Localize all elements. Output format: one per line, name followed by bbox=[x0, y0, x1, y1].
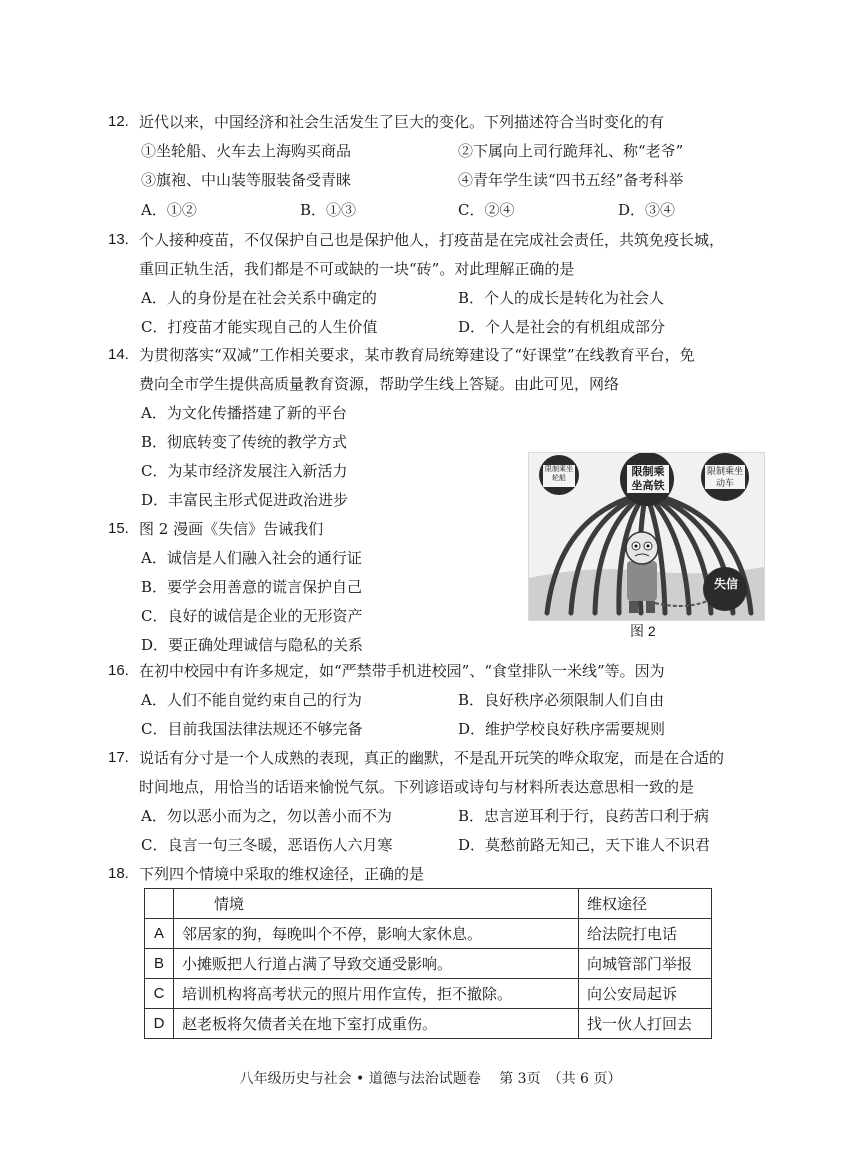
q12-item-4: ④青年学生读“四书五经”备考科举 bbox=[458, 171, 684, 189]
q16-option-b: B．良好秩序必须限制人们自由 bbox=[458, 691, 665, 709]
q16-option-a: A．人们不能自觉约束自己的行为 bbox=[141, 691, 362, 709]
q17-option-a: A．勿以恶小而为之，勿以善小而不为 bbox=[141, 807, 392, 825]
cartoon-figure bbox=[528, 452, 765, 621]
q15-option-c: C．良好的诚信是企业的无形资产 bbox=[141, 607, 363, 625]
q12-stem: 近代以来，中国经济和社会生活发生了巨大的变化。下列描述符合当时变化的有 bbox=[139, 113, 665, 131]
row-situation: 小摊贩把人行道占满了导致交通受影响。 bbox=[174, 949, 579, 979]
q16-stem: 在初中校园中有许多规定，如“严禁带手机进校园”、“食堂排队一米线”等。因为 bbox=[139, 662, 665, 680]
q14-option-c: C．为某市经济发展注入新活力 bbox=[141, 462, 348, 480]
row-situation: 赵老板将欠债者关在地下室打成重伤。 bbox=[174, 1009, 579, 1039]
table-row bbox=[145, 949, 712, 979]
q15-option-a: A．诚信是人们融入社会的通行证 bbox=[141, 549, 362, 567]
q12-option-d: D．③④ bbox=[618, 201, 676, 219]
q17-number: 17. bbox=[108, 749, 129, 766]
sign-left-label: 限制乘坐轮船 bbox=[545, 466, 573, 482]
sign-right-label: 限制乘坐动车 bbox=[706, 466, 743, 488]
q14-stem-line2: 费向全市学生提供高质量教育资源，帮助学生线上答疑。由此可见，网络 bbox=[139, 375, 620, 393]
row-letter: C bbox=[145, 979, 174, 1009]
table-header-route: 维权途径 bbox=[579, 889, 712, 919]
table-row bbox=[145, 919, 712, 949]
q12-option-c: C．②④ bbox=[458, 201, 515, 219]
q13-option-b: B．个人的成长是转化为社会人 bbox=[458, 289, 665, 307]
figure-caption: 图 2 bbox=[630, 623, 656, 639]
q16-number: 16. bbox=[108, 662, 129, 679]
q13-option-c: C．打疫苗才能实现自己的人生价值 bbox=[141, 318, 378, 336]
q13-option-d: D．个人是社会的有机组成部分 bbox=[458, 318, 666, 336]
q15-number: 15. bbox=[108, 520, 129, 537]
q16-option-d: D．维护学校良好秩序需要规则 bbox=[458, 720, 666, 738]
q12-item-1: ①坐轮船、火车去上海购买商品 bbox=[141, 142, 352, 160]
row-situation: 培训机构将高考状元的照片用作宣传，拒不撤除。 bbox=[174, 979, 579, 1009]
q14-number: 14. bbox=[108, 346, 129, 363]
q13-option-a: A．人的身份是在社会关系中确定的 bbox=[141, 289, 377, 307]
q13-stem-line1: 个人接种疫苗，不仅保护自己也是保护他人，打疫苗是在完成社会责任，共筑免疫长城， bbox=[139, 231, 725, 249]
row-letter: D bbox=[145, 1009, 174, 1039]
q17-stem-line1: 说话有分寸是一个人成熟的表现，真正的幽默，不是乱开玩笑的哗众取宠，而是在合适的 bbox=[139, 749, 725, 767]
q17-option-b: B．忠言逆耳利于行，良药苦口利于病 bbox=[458, 807, 710, 825]
q12-item-3: ③旗袍、中山装等服装备受青睐 bbox=[141, 171, 352, 189]
row-route: 找一伙人打回去 bbox=[579, 1009, 712, 1039]
table-row bbox=[145, 1009, 712, 1039]
q12-option-b: B．①③ bbox=[300, 201, 357, 219]
ball-label: 失信 bbox=[713, 577, 738, 591]
q18-stem: 下列四个情境中采取的维权途径，正确的是 bbox=[139, 865, 425, 883]
q14-stem-line1: 为贯彻落实“双减”工作相关要求，某市教育局统筹建设了“好课堂”在线教育平台，免 bbox=[139, 346, 695, 364]
q18-number: 18. bbox=[108, 865, 129, 882]
page-footer: 八年级历史与社会 • 道德与法治试题卷 第 3页 （共 6 页） bbox=[239, 1071, 622, 1087]
q17-option-c: C．良言一句三冬暖，恶语伤人六月寒 bbox=[141, 836, 393, 854]
row-letter: A bbox=[145, 919, 174, 949]
sign-center-label: 限制乘坐高铁 bbox=[631, 466, 665, 492]
q13-number: 13. bbox=[108, 231, 129, 248]
row-letter: B bbox=[145, 949, 174, 979]
q14-option-a: A．为文化传播搭建了新的平台 bbox=[141, 404, 347, 422]
row-situation: 邻居家的狗，每晚叫个不停，影响大家休息。 bbox=[174, 919, 579, 949]
q12-number: 12. bbox=[108, 113, 129, 130]
table-header-row bbox=[145, 889, 712, 919]
table-row bbox=[145, 979, 712, 1009]
q14-option-b: B．彻底转变了传统的教学方式 bbox=[141, 433, 348, 451]
person-figure bbox=[626, 532, 658, 613]
table-header-cell bbox=[145, 889, 174, 919]
q14-option-d: D．丰富民主形式促进政治进步 bbox=[141, 491, 349, 509]
row-route: 向城管部门举报 bbox=[579, 949, 712, 979]
q17-stem-line2: 时间地点，用恰当的话语来愉悦气氛。下列谚语或诗句与材料所表达意思相一致的是 bbox=[139, 778, 695, 796]
row-route: 给法院打电话 bbox=[579, 919, 712, 949]
q17-option-d: D．莫愁前路无知己，天下谁人不识君 bbox=[458, 836, 711, 854]
q13-stem-line2: 重回正轨生活，我们都是不可或缺的一块“砖”。对此理解正确的是 bbox=[139, 260, 575, 278]
q15-stem: 图 2 漫画《失信》告诫我们 bbox=[139, 520, 324, 538]
q15-option-d: D．要正确处理诚信与隐私的关系 bbox=[141, 636, 364, 654]
q12-item-2: ②下属向上司行跪拜礼、称“老爷” bbox=[458, 142, 684, 160]
q16-option-c: C．目前我国法律法规还不够完备 bbox=[141, 720, 363, 738]
rights-table bbox=[144, 888, 712, 1039]
q12-option-a: A．①② bbox=[141, 201, 197, 219]
q15-option-b: B．要学会用善意的谎言保护自己 bbox=[141, 578, 363, 596]
table-header-situation: 情境 bbox=[174, 889, 579, 919]
row-route: 向公安局起诉 bbox=[579, 979, 712, 1009]
